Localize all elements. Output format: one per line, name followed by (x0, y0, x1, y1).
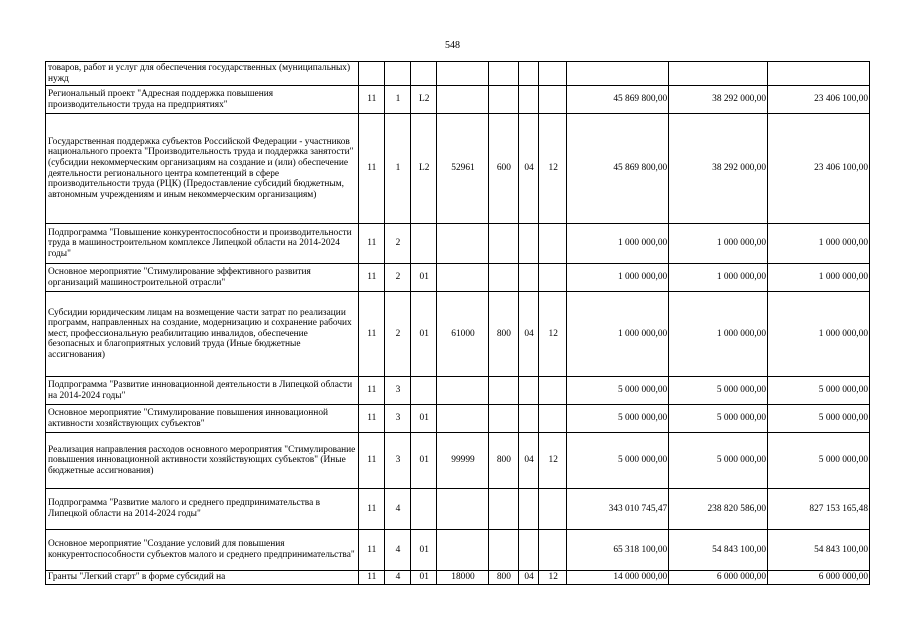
cell-expense-type: 800 (488, 571, 518, 585)
cell-direction: 18000 (437, 571, 488, 585)
cell-program: 11 (358, 571, 384, 585)
cell-program: 11 (358, 377, 384, 405)
cell-amount-1: 1 000 000,00 (567, 292, 669, 377)
cell-subprogram: 2 (384, 292, 410, 377)
cell-direction (437, 489, 488, 530)
row-name: Государственная поддержка субъектов Российской Федерации - участников национального проекта "Производительность труда и поддержка занятости" (субсидии некоммерческим организациям на создание и (или) обеспечение деятельности регионального центра компетенций в сфере производительности труда (РЦК) (Предоставление субсидий бюджетным, автономным учреждениям и иным некоммерческим организациям) (46, 114, 359, 224)
cell-section (518, 86, 538, 114)
cell-direction (437, 62, 488, 86)
cell-direction (437, 224, 488, 264)
row-name: Реализация направления расходов основного мероприятия "Стимулирование повышения инновационной активности хозяйствующих субъектов" (Иные бюджетные ассигнования) (46, 433, 359, 489)
table-row (46, 489, 870, 530)
cell-program: 11 (358, 114, 384, 224)
page-number: 548 (445, 40, 460, 51)
cell-amount-3: 6 000 000,00 (768, 571, 870, 585)
row-name: Гранты "Легкий старт" в форме субсидий на (46, 571, 359, 585)
row-name: товаров, работ и услуг для обеспечения государственных (муниципальных) нужд (46, 62, 359, 86)
cell-program: 11 (358, 433, 384, 489)
cell-subsection (539, 264, 567, 292)
cell-program: 11 (358, 489, 384, 530)
cell-event (411, 62, 437, 86)
table-row (46, 377, 870, 405)
cell-section (518, 377, 538, 405)
cell-subprogram: 4 (384, 571, 410, 585)
cell-section: 04 (518, 571, 538, 585)
cell-section: 04 (518, 433, 538, 489)
cell-direction (437, 377, 488, 405)
cell-program: 11 (358, 530, 384, 571)
cell-amount-1: 5 000 000,00 (567, 377, 669, 405)
cell-subsection (539, 489, 567, 530)
cell-subprogram: 3 (384, 377, 410, 405)
cell-amount-1: 5 000 000,00 (567, 405, 669, 433)
cell-expense-type (488, 86, 518, 114)
cell-expense-type (488, 224, 518, 264)
cell-section (518, 62, 538, 86)
row-name: Основное мероприятие "Стимулирование повышения инновационной активности хозяйствующих субъектов" (46, 405, 359, 433)
cell-event: 01 (411, 433, 437, 489)
table-row (46, 264, 870, 292)
cell-section (518, 264, 538, 292)
cell-amount-2: 6 000 000,00 (669, 571, 768, 585)
table-row (46, 62, 870, 86)
cell-expense-type (488, 489, 518, 530)
table-row (46, 571, 870, 585)
cell-direction: 52961 (437, 114, 488, 224)
cell-amount-2: 5 000 000,00 (669, 405, 768, 433)
cell-event (411, 224, 437, 264)
cell-subsection: 12 (539, 571, 567, 585)
cell-event: 01 (411, 405, 437, 433)
cell-direction: 99999 (437, 433, 488, 489)
cell-section: 04 (518, 292, 538, 377)
cell-expense-type (488, 405, 518, 433)
cell-expense-type: 600 (488, 114, 518, 224)
cell-amount-1 (567, 62, 669, 86)
cell-amount-2: 38 292 000,00 (669, 114, 768, 224)
cell-section (518, 224, 538, 264)
budget-table (45, 61, 870, 585)
table-row (46, 224, 870, 264)
table-row (46, 86, 870, 114)
cell-amount-3: 1 000 000,00 (768, 264, 870, 292)
cell-section (518, 489, 538, 530)
cell-amount-2: 38 292 000,00 (669, 86, 768, 114)
cell-event (411, 377, 437, 405)
cell-direction (437, 264, 488, 292)
cell-subsection: 12 (539, 433, 567, 489)
cell-amount-1: 5 000 000,00 (567, 433, 669, 489)
cell-amount-3: 5 000 000,00 (768, 433, 870, 489)
cell-amount-3: 5 000 000,00 (768, 405, 870, 433)
row-name: Субсидии юридическим лицам на возмещение части затрат по реализации программ, направленных на создание, модернизацию и сохранение рабочих мест, профессиональную реабилитацию инвалидов, обеспечение безопасных и благоприятных условий труда (Иные бюджетные ассигнования) (46, 292, 359, 377)
cell-amount-3: 827 153 165,48 (768, 489, 870, 530)
table-row (46, 405, 870, 433)
cell-amount-3: 54 843 100,00 (768, 530, 870, 571)
cell-subprogram: 1 (384, 86, 410, 114)
row-name: Региональный проект "Адресная поддержка повышения производительности труда на предприятиях" (46, 86, 359, 114)
cell-amount-2: 1 000 000,00 (669, 264, 768, 292)
cell-direction (437, 86, 488, 114)
row-name: Подпрограмма "Развитие малого и среднего предпринимательства в Липецкой области на 2014-2024 годы" (46, 489, 359, 530)
table-row (46, 530, 870, 571)
cell-program: 11 (358, 292, 384, 377)
cell-direction (437, 530, 488, 571)
table-row (46, 433, 870, 489)
cell-subprogram: 1 (384, 114, 410, 224)
cell-section (518, 530, 538, 571)
cell-amount-3: 1 000 000,00 (768, 292, 870, 377)
row-name: Подпрограмма "Развитие инновационной деятельности в Липецкой области на 2014-2024 годы" (46, 377, 359, 405)
cell-amount-1: 14 000 000,00 (567, 571, 669, 585)
cell-program: 11 (358, 264, 384, 292)
cell-direction: 61000 (437, 292, 488, 377)
cell-amount-2 (669, 62, 768, 86)
cell-expense-type: 800 (488, 292, 518, 377)
cell-event: 01 (411, 530, 437, 571)
cell-amount-3: 5 000 000,00 (768, 377, 870, 405)
cell-expense-type (488, 377, 518, 405)
cell-expense-type (488, 264, 518, 292)
cell-amount-1: 1 000 000,00 (567, 224, 669, 264)
cell-subsection (539, 62, 567, 86)
cell-subsection: 12 (539, 114, 567, 224)
cell-amount-2: 5 000 000,00 (669, 433, 768, 489)
cell-subsection (539, 377, 567, 405)
cell-amount-2: 1 000 000,00 (669, 292, 768, 377)
row-name: Подпрограмма "Повышение конкурентоспособности и производительности труда в машиностроительном комплексе Липецкой области на 2014-2024 годы" (46, 224, 359, 264)
cell-amount-2: 54 843 100,00 (669, 530, 768, 571)
cell-direction (437, 405, 488, 433)
table-row (46, 114, 870, 224)
cell-program: 11 (358, 405, 384, 433)
cell-event (411, 489, 437, 530)
cell-section: 04 (518, 114, 538, 224)
cell-subprogram: 3 (384, 433, 410, 489)
cell-amount-1: 343 010 745,47 (567, 489, 669, 530)
table-row (46, 292, 870, 377)
cell-amount-3: 23 406 100,00 (768, 86, 870, 114)
cell-amount-1: 65 318 100,00 (567, 530, 669, 571)
cell-subsection (539, 224, 567, 264)
cell-subprogram (384, 62, 410, 86)
cell-amount-1: 45 869 800,00 (567, 86, 669, 114)
cell-expense-type: 800 (488, 433, 518, 489)
cell-subsection (539, 405, 567, 433)
cell-amount-1: 1 000 000,00 (567, 264, 669, 292)
cell-subsection (539, 86, 567, 114)
cell-program (358, 62, 384, 86)
cell-event: 01 (411, 571, 437, 585)
cell-subprogram: 2 (384, 264, 410, 292)
cell-amount-3 (768, 62, 870, 86)
cell-subsection (539, 530, 567, 571)
cell-subprogram: 3 (384, 405, 410, 433)
row-name: Основное мероприятие "Создание условий для повышения конкурентоспособности субъектов малого и среднего предпринимательства" (46, 530, 359, 571)
cell-amount-2: 1 000 000,00 (669, 224, 768, 264)
cell-amount-2: 5 000 000,00 (669, 377, 768, 405)
cell-section (518, 405, 538, 433)
cell-amount-3: 1 000 000,00 (768, 224, 870, 264)
cell-amount-1: 45 869 800,00 (567, 114, 669, 224)
row-name: Основное мероприятие "Стимулирование эффективного развития организаций машиностроительной отрасли" (46, 264, 359, 292)
cell-expense-type (488, 530, 518, 571)
cell-program: 11 (358, 86, 384, 114)
cell-expense-type (488, 62, 518, 86)
cell-subprogram: 4 (384, 489, 410, 530)
cell-program: 11 (358, 224, 384, 264)
cell-subsection: 12 (539, 292, 567, 377)
cell-subprogram: 4 (384, 530, 410, 571)
cell-event: L2 (411, 114, 437, 224)
cell-event: 01 (411, 292, 437, 377)
cell-amount-2: 238 820 586,00 (669, 489, 768, 530)
cell-event: 01 (411, 264, 437, 292)
cell-amount-3: 23 406 100,00 (768, 114, 870, 224)
cell-subprogram: 2 (384, 224, 410, 264)
cell-event: L2 (411, 86, 437, 114)
